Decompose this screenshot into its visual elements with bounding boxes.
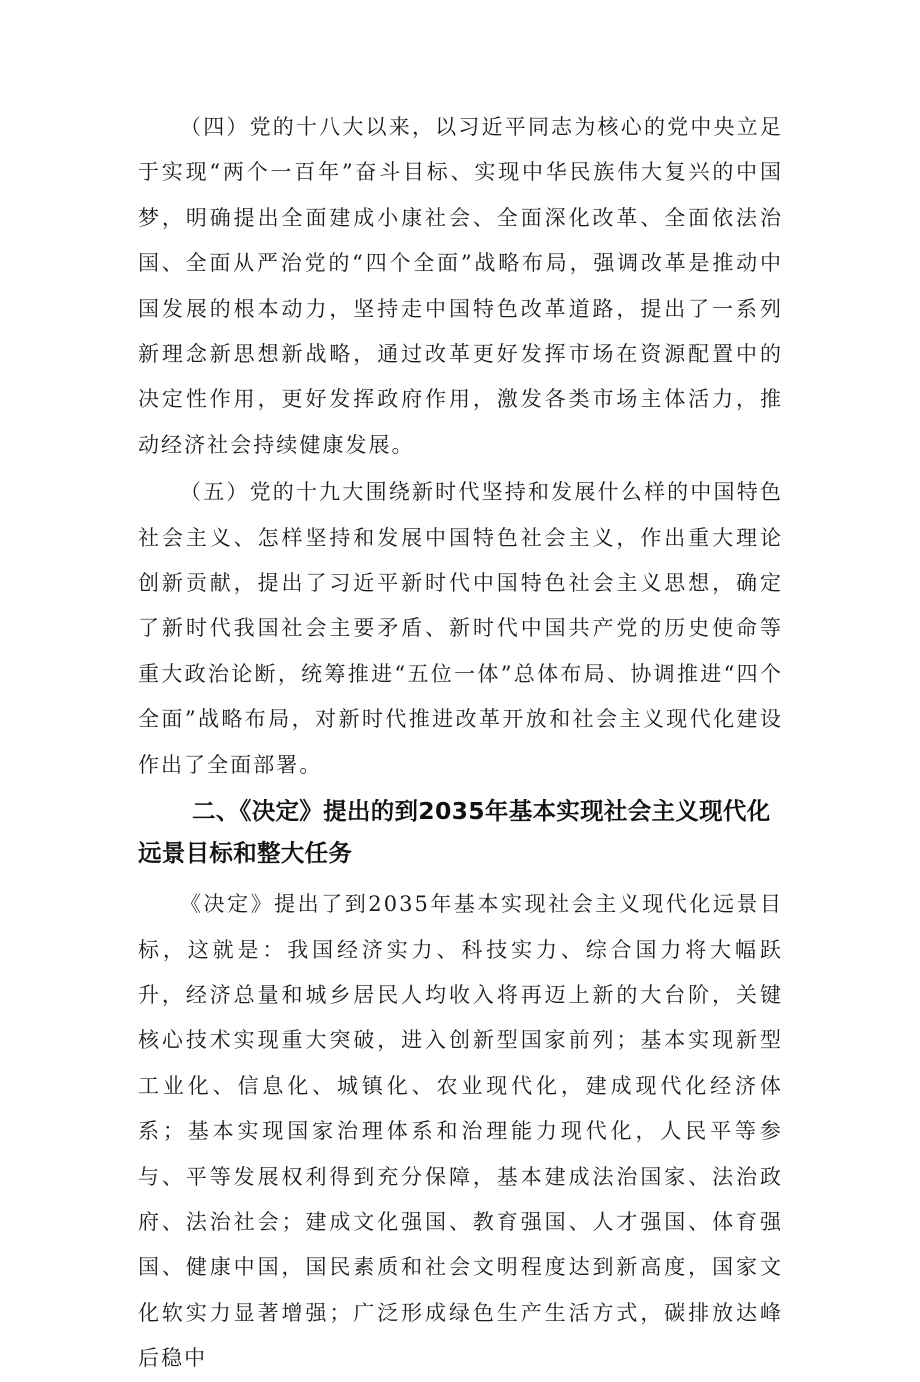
paragraph-four: （四）党的十八大以来，以习近平同志为核心的党中央立足于实现“两个一百年”奋斗目标、实现中华民族伟大复兴的中国梦，明确提出全面建成小康社会、全面深化改革、全面依法治国、全面从严治党的“四个全面”战略布局，强调改革是推动中国发展的根本动力，坚持走中国特色改革道路，提出了一系列新理念新思想新战略，通过改革更好发挥市场在资源配置中的决定性作用，更好发挥政府作用，激发各类市场主体活力，推动经济社会持续健康发展。 (138, 115, 783, 457)
section-heading: 二、《决定》提出的到2035年基本实现社会主义现代化远景目标和整大任务 (138, 797, 771, 868)
document-body (138, 105, 783, 1382)
paragraph-decision-goals: 《决定》提出了到2035年基本实现社会主义现代化远景目标，这就是：我国经济实力、科技实力、综合国力将大幅跃升，经济总量和城乡居民人均收入将再迈上新的大台阶，关键核心技术实现重大突破，进入创新型国家前列；基本实现新型工业化、信息化、城镇化、农业现代化，建成现代化经济体系；基本实现国家治理体系和治理能力现代化，人民平等参与、平等发展权利得到充分保障，基本建成法治国家、法治政府、法治社会；建成文化强国、教育强国、人才强国、体育强国、健康中国，国民素质和社会文明程度达到新高度，国家文化软实力显著增强；广泛形成绿色生产生活方式，碳排放达峰后稳中 (138, 892, 783, 1371)
paragraph-five: （五）党的十九大围绕新时代坚持和发展什么样的中国特色社会主义、怎样坚持和发展中国特色社会主义，作出重大理论创新贡献，提出了习近平新时代中国特色社会主义思想，确定了新时代我国社会主要矛盾、新时代中国共产党的历史使命等重大政治论断，统筹推进“五位一体”总体布局、协调推进“四个全面”战略布局，对新时代推进改革开放和社会主义现代化建设作出了全面部署。 (138, 480, 783, 777)
